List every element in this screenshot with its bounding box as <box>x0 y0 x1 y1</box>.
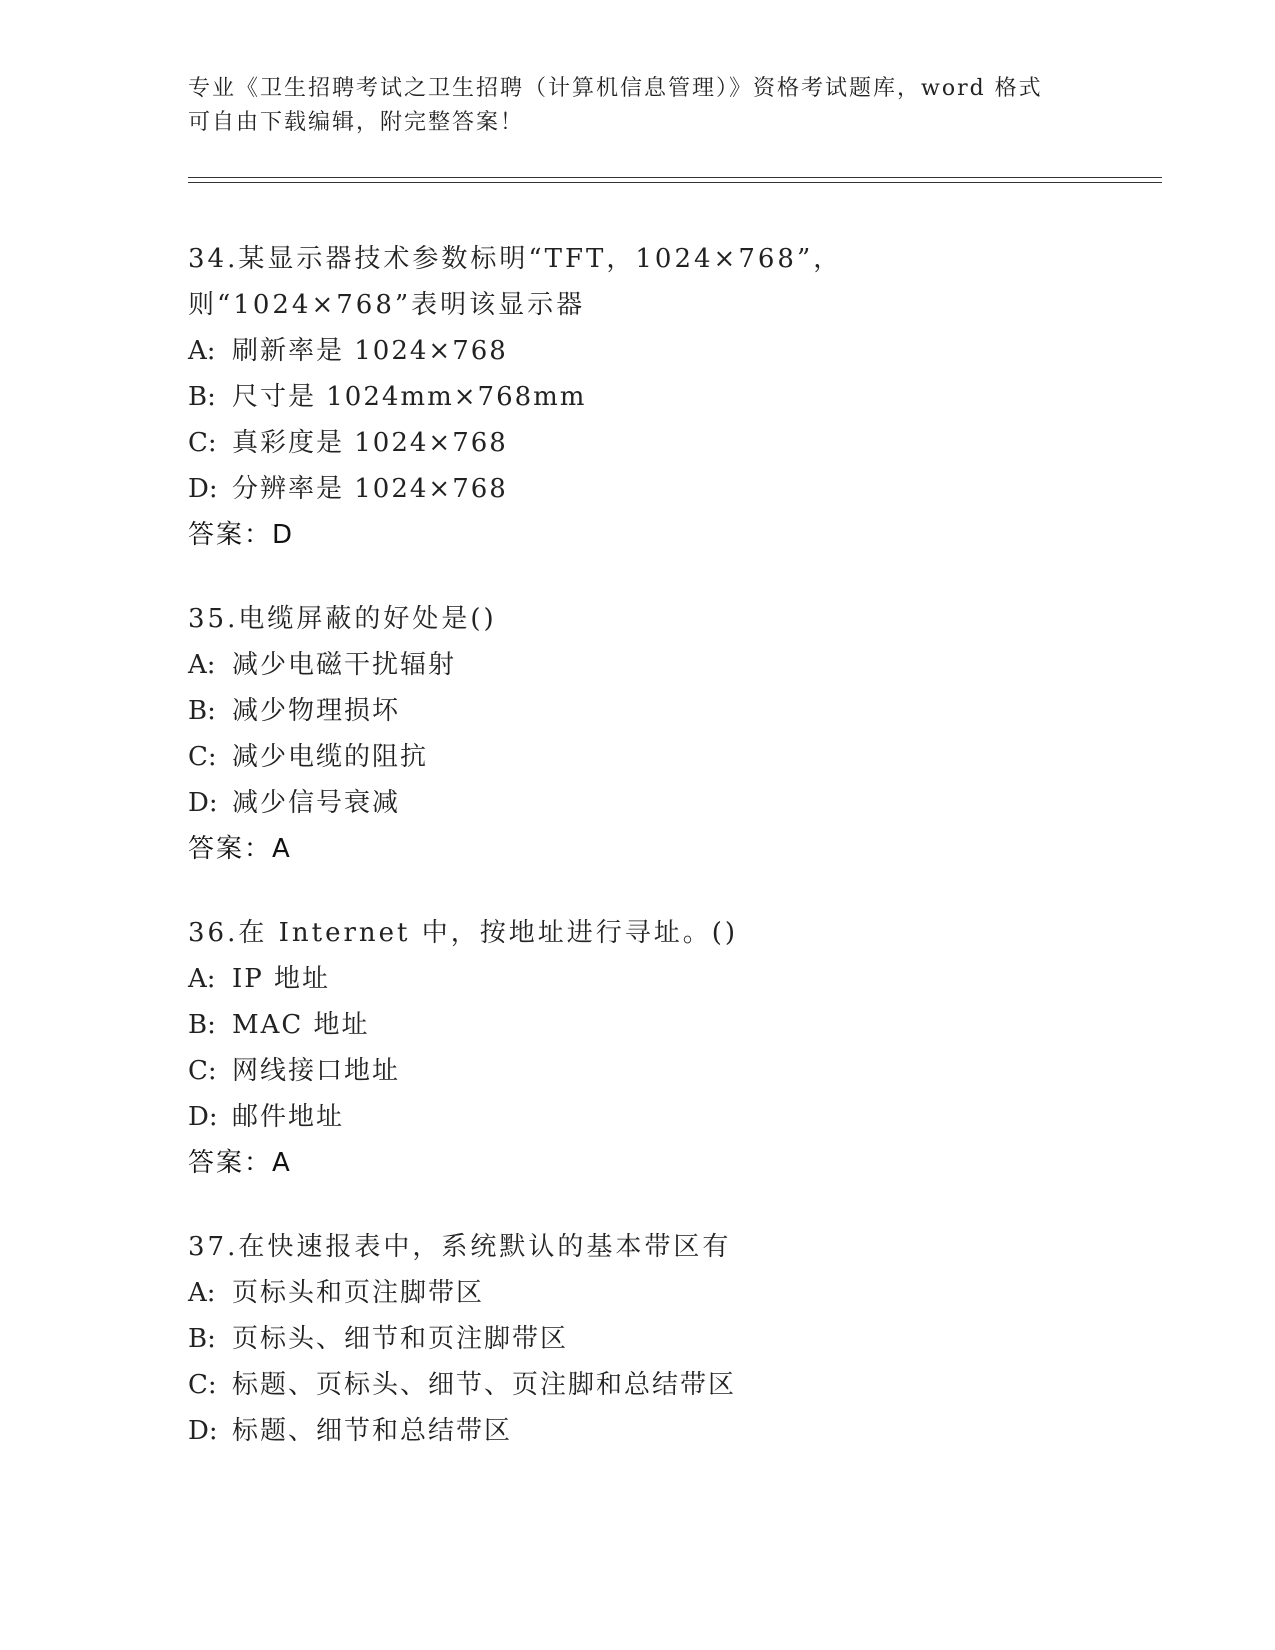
document-header <box>188 72 1088 140</box>
option-letter: A: <box>188 336 216 366</box>
answer-label: 答案：A <box>188 834 292 864</box>
option-text: 真彩度是 1024×768 <box>232 428 508 458</box>
option-c <box>188 420 1088 466</box>
answer-label: 答案：D <box>188 520 295 550</box>
question-stem: 34.某显示器技术参数标明“TFT，1024×768”，则“1024×768”表明该显示器 <box>188 244 843 320</box>
question-34 <box>188 236 1088 558</box>
option-b <box>188 374 1088 420</box>
option-text: 邮件地址 <box>232 1102 345 1132</box>
option-c <box>188 734 1088 780</box>
option-letter: C: <box>188 428 217 458</box>
header-line-2: 可自由下载编辑，附完整答案！ <box>188 110 525 135</box>
option-a <box>188 1270 1088 1316</box>
question-35 <box>188 596 1088 872</box>
option-text: 尺寸是 1024mm×768mm <box>232 382 587 412</box>
option-letter: D: <box>188 788 218 818</box>
option-letter: A: <box>188 964 216 994</box>
option-letter: D: <box>188 1416 218 1446</box>
option-d <box>188 780 1088 826</box>
option-text: MAC 地址 <box>232 1010 370 1040</box>
option-d <box>188 1408 1088 1454</box>
option-letter: A: <box>188 650 216 680</box>
question-37 <box>188 1224 1088 1454</box>
option-text: 刷新率是 1024×768 <box>232 336 508 366</box>
option-text: 网线接口地址 <box>232 1056 401 1086</box>
option-letter: B: <box>188 696 216 726</box>
option-letter: C: <box>188 1370 217 1400</box>
option-letter: B: <box>188 1324 216 1354</box>
option-letter: A: <box>188 1278 216 1308</box>
option-letter: C: <box>188 1056 217 1086</box>
option-text: 页标头和页注脚带区 <box>232 1278 485 1308</box>
option-b <box>188 688 1088 734</box>
question-list <box>188 236 1088 1492</box>
option-text: 减少物理损坏 <box>232 696 401 726</box>
option-b <box>188 1316 1088 1362</box>
question-stem: 35.电缆屏蔽的好处是() <box>188 604 497 634</box>
option-a <box>188 642 1088 688</box>
option-text: IP 地址 <box>232 964 331 994</box>
option-text: 分辨率是 1024×768 <box>232 474 508 504</box>
option-letter: B: <box>188 382 216 412</box>
option-text: 减少电缆的阻抗 <box>232 742 429 772</box>
answer-label: 答案：A <box>188 1148 292 1178</box>
option-letter: C: <box>188 742 217 772</box>
option-letter: D: <box>188 474 218 504</box>
option-c <box>188 1362 1088 1408</box>
option-text: 标题、细节和总结带区 <box>232 1416 513 1446</box>
option-text: 页标头、细节和页注脚带区 <box>232 1324 569 1354</box>
option-d <box>188 466 1088 512</box>
option-b <box>188 1002 1088 1048</box>
option-text: 标题、页标头、细节、页注脚和总结带区 <box>232 1370 737 1400</box>
header-line-1: 专业《卫生招聘考试之卫生招聘（计算机信息管理）》资格考试题库，word 格式 <box>188 76 1043 101</box>
question-stem: 37.在快速报表中，系统默认的基本带区有 <box>188 1232 732 1262</box>
header-divider-top <box>188 177 1162 178</box>
option-letter: D: <box>188 1102 218 1132</box>
option-a <box>188 956 1088 1002</box>
option-text: 减少电磁干扰辐射 <box>232 650 457 680</box>
option-text: 减少信号衰减 <box>232 788 401 818</box>
option-a <box>188 328 1088 374</box>
option-d <box>188 1094 1088 1140</box>
header-divider-bottom <box>188 182 1162 183</box>
option-c <box>188 1048 1088 1094</box>
option-letter: B: <box>188 1010 216 1040</box>
question-stem: 36.在 Internet 中，按地址进行寻址。() <box>188 918 739 948</box>
question-36 <box>188 910 1088 1186</box>
